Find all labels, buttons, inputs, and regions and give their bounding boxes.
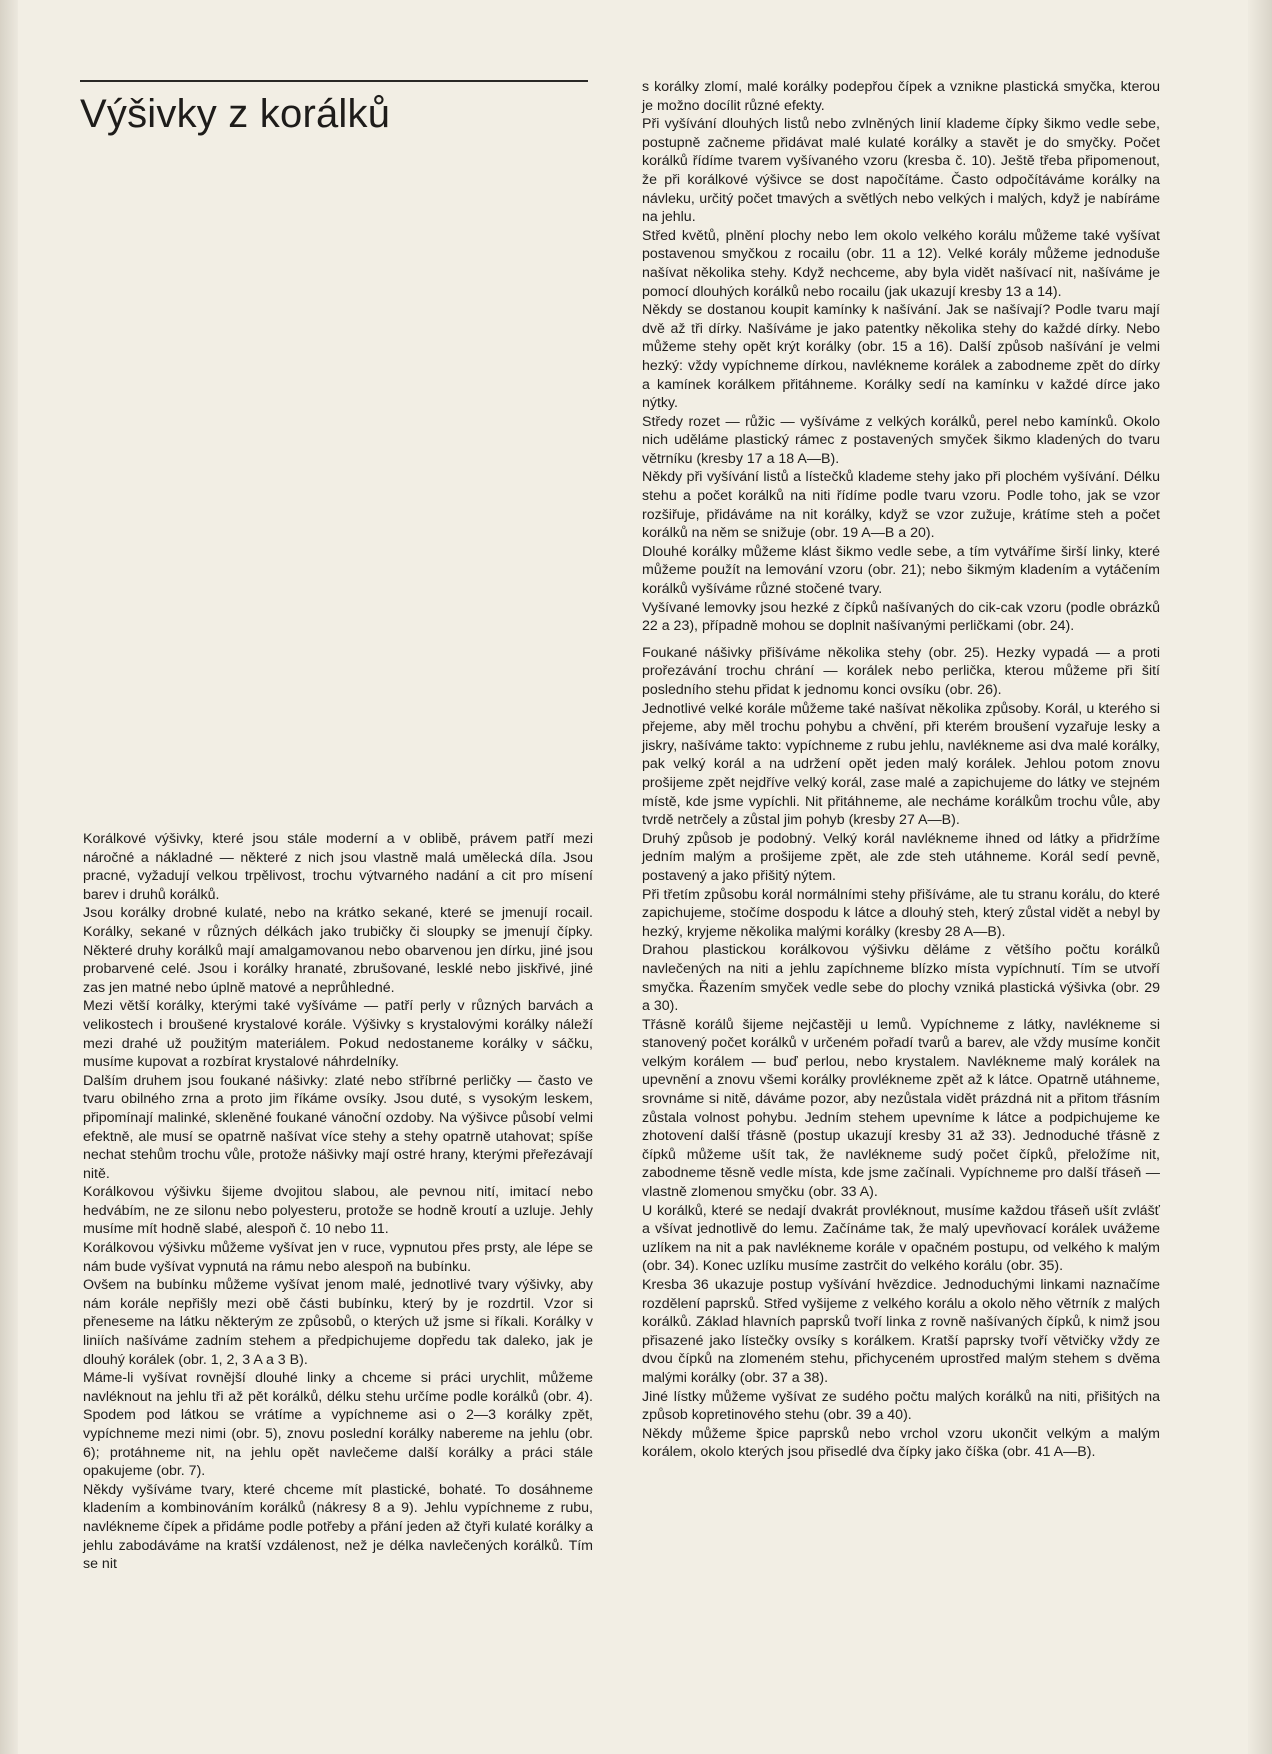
- paragraph: Dlouhé korálky můžeme klást šikmo vedle sebe, a tím vytváříme širší linky, které můžeme použít na lemování vzoru (obr. 21); nebo šikmým kladením a vytáčením korálků vyšíváme různé stočené tvary.: [642, 543, 1160, 598]
- paragraph: Korálkovou výšivku můžeme vyšívat jen v ruce, vypnutou přes prsty, ale lépe se nám bude vyšívat vypnutá na rámu nebo alespoň na bubínku.: [83, 1240, 593, 1275]
- paragraph: Jednotlivé velké korále můžeme také našívat několika způsoby. Korál, u kterého si přejeme, aby měl trochu pohybu a chvění, při kterém broušení vyzařuje lesky a jiskry, našíváme takto: vypíchneme z rubu jehlu, navlékneme asi dva malé korálky, pak velký korál a na udržení opět jeden malý korálek. Jehlou potom znovu prošijeme zpět nejdříve velký korál, zase malé a zapichujeme do látky ve stejném místě, kde jsme vypíchli. Nit přitáhneme, ale necháme korálkům trochu vůle, aby tvrdě netrčely a zůstal jim pohyb (kresby 27 A—B).: [642, 700, 1160, 829]
- section-gap: [642, 636, 1160, 644]
- paragraph: Někdy vyšíváme tvary, které chceme mít plastické, bohaté. To dosáhneme kladením a kombinováním korálků (nákresy 8 a 9). Jehlu vypíchneme z rubu, navlékneme čípek a přidáme podle potřeby a přání jeden až čtyři kulaté korálky a jehlu zabodáváme na kratší vzdálenost, než je délka navlečených korálků. Tím se nit: [83, 1481, 593, 1573]
- paragraph: Někdy můžeme špice paprsků nebo vrchol vzoru ukončit velkým a malým korálem, okolo kterých jsou přisedlé dva čípky jako číška (obr. 41 A—B).: [642, 1425, 1160, 1461]
- paragraph: Jsou korálky drobné kulaté, nebo na krátko sekané, které se jmenují rocail. Korálky, sekané v různých délkách jako trubičky či sloupky se jmenují čípky. Některé druhy korálků mají amalgamovanou nebo obarvenou jen dírku, jiné jsou probarvené celé. Jsou i korálky hranaté, zbrušované, lesklé nebo jiskřivé, jiné zas jen matné nebo úplně matové a neprůhledné.: [83, 905, 593, 996]
- paragraph: Drahou plastickou korálkovou výšivku děláme z většího počtu korálků navlečených na niti a jehlu zapíchneme blízko místa vypíchnutí. Tím se utvoří smyčka. Řazením smyček vedle sebe do plochy vzniká plastická výšivka (obr. 29 a 30).: [642, 942, 1160, 1015]
- page-edge-left: [0, 0, 18, 1754]
- title-rule: [80, 80, 588, 82]
- paragraph: s korálky zlomí, malé korálky podepřou čípek a vznikne plastická smyčka, kterou je možno docílit různé efekty.: [642, 79, 1160, 114]
- paragraph: Střed květů, plnění plochy nebo lem okolo velkého korálu můžeme také vyšívat postavenou smyčkou z rocailu (obr. 11 a 12). Velké korály můžeme jednoduše našívat několika stehy. Když nechceme, aby byla vidět našívací nit, našíváme je pomocí dlouhých korálků nebo rocailu (jak ukazují kresby 13 a 14).: [642, 227, 1160, 300]
- paragraph: Korálkovou výšivku šijeme dvojitou slabou, ale pevnou nití, imitací nebo hedvábím, ne ze silonu nebo polyesteru, protože se hodně kroutí a uzluje. Jehly musíme mít hodně slabé, alespoň č. 10 nebo 11.: [83, 1184, 593, 1238]
- paragraph: Někdy se dostanou koupit kamínky k našívání. Jak se našívají? Podle tvaru mají dvě až tři dírky. Našíváme je jako patentky několika stehy do každé dírky. Nebo můžeme stehy opět krýt korálky (obr. 15 a 16). Další způsob našívání je velmi hezký: vždy vypíchneme dírkou, navlékneme korálek a zabodneme zpět do dírky a kamínek korálkem přitáhneme. Korálky sedí na kamínku v každé dírce jako nýtky.: [642, 302, 1160, 412]
- paragraph: Kresba 36 ukazuje postup vyšívání hvězdice. Jednoduchými linkami naznačíme rozdělení paprsků. Střed vyšijeme z velkého korálu a okolo něho větrník z malých korálků. Základ hlavních paprsků tvoří linka z rovně našívaných čípků, k nimž jsou přisazené jako lístečky ovsíky s korálkem. Kratší paprsky tvoří větvičky vždy ze dvou čípků na zlomeném stehu, přichyceném uprostřed malým stehem s dvěma malými korálky (obr. 37 a 38).: [642, 1277, 1160, 1386]
- paragraph: Korálkové výšivky, které jsou stále moderní a v oblibě, právem patří mezi náročné a nákladné — některé z nich jsou vlastně malá umělecká díla. Jsou pracné, vyžadují velkou trpělivost, trochu výtvarného nadání a cit pro mísení barev i druhů korálků.: [83, 831, 593, 903]
- paragraph: Při třetím způsobu korál normálními stehy přišíváme, ale tu stranu korálu, do které zapichujeme, stočíme dospodu k látce a dlouhý steh, který zůstal vidět a nebyl by hezký, kryjeme několika malými korálky (kresby 28 A—B).: [642, 886, 1160, 940]
- paragraph: Středy rozet — růžic — vyšíváme z velkých korálků, perel nebo kamínků. Okolo nich uděláme plastický rámec z postavených smyček šikmo kladených do tvaru větrníku (kresby 17 a 18 A—B).: [642, 413, 1160, 467]
- paragraph: Máme-li vyšívat rovnější dlouhé linky a chceme si práci urychlit, můžeme navléknout na jehlu tři až pět korálků, délku stehu určíme podle korálků (obr. 4). Spodem pod látkou se vrátíme a vypíchneme asi o 2—3 korálky zpět, vypíchneme mezi nimi (obr. 5), znovu poslední korálky nabereme na jehlu (obr. 6); protáhneme nit, na jehlu opět navlečeme další korálky a práci stále opakujeme (obr. 7).: [83, 1370, 593, 1480]
- left-column: [83, 830, 593, 1574]
- paragraph: Ovšem na bubínku můžeme vyšívat jenom malé, jednotlivé tvary výšivky, aby nám korále nepřišly mezi obě části bubínku, který by je rozdrtil. Vzor si přeneseme na látku některým ze způsobů, o kterých už jsme si říkali. Korálky v liniích našíváme zadním stehem a předpichujeme dopředu tak daleko, jak je dlouhý korálek (obr. 1, 2, 3 A a 3 B).: [83, 1277, 593, 1368]
- paragraph: Druhý způsob je podobný. Velký korál navlékneme ihned od látky a přidržíme jedním malým a prošijeme zpět, ale zde steh utáhneme. Korál sedí pevně, postavený a jako přišitý nýtem.: [642, 830, 1160, 884]
- article-title: Výšivky z korálků: [80, 92, 391, 136]
- paragraph: Jiné lístky můžeme vyšívat ze sudého počtu malých korálků na niti, přišitých na způsob kopretinového stehu (obr. 39 a 40).: [642, 1388, 1160, 1424]
- paragraph: Vyšívané lemovky jsou hezké z čípků našívaných do cik-cak vzoru (podle obrázků 22 a 23), případně mohou se doplnit našívanými perličkami (obr. 24).: [642, 599, 1160, 635]
- paragraph: U korálků, které se nedají dvakrát provléknout, musíme každou třáseň ušít zvlášť a všívat jednotlivě do lemu. Začínáme tak, že malý upevňovací korálek uvážeme uzlíkem na nit a pak navlékneme korále v opačném postupu, od velkého k malým (obr. 34). Konec uzlíku musíme zastrčit do velkého korálu (obr. 35).: [642, 1202, 1160, 1275]
- paragraph: Při vyšívání dlouhých listů nebo zvlněných linií klademe čípky šikmo vedle sebe, postupně začneme přidávat malé kulaté korálky a stavět je do smyčky. Počet korálků řídíme tvarem vyšívaného vzoru (kresba č. 10). Ještě třeba připomenout, že při korálkové výšivce se dost napočítáme. Často odpočítáváme korálky na návleku, určitý počet tmavých a světlých nebo velkých i malých, když je nabíráme na jehlu.: [642, 116, 1160, 226]
- right-column: [642, 78, 1160, 1462]
- paragraph: Dalším druhem jsou foukané nášivky: zlaté nebo stříbrné perličky — často ve tvaru obilného zrna a proto jim říkáme ovsíky. Jsou duté, s vysokým leskem, připomínají malinké, skleněné foukané vánoční ozdoby. Na výšivce působí velmi efektně, ale musí se opatrně našívat více stehy a stehy opatrně utahovat; spíše nechat stehům trochu vůle, protože nášivky mají ostré hrany, kterými přeřezávají nitě.: [83, 1072, 593, 1182]
- paragraph: Někdy při vyšívání listů a lístečků klademe stehy jako při plochém vyšívání. Délku stehu a počet korálků na niti řídíme podle tvaru vzoru. Podle toho, jak se vzor rozšiřuje, přidáváme na nit korálky, když se vzor zužuje, krátíme steh a počet korálků na něm se snižuje (obr. 19 A—B a 20).: [642, 469, 1160, 542]
- page-edge-right: [1248, 0, 1272, 1754]
- paragraph: Foukané nášivky přišíváme několika stehy (obr. 25). Hezky vypadá — a proti prořezávání trochu chrání — korálek nebo perlička, kterou můžeme při šití posledního stehu přidat k jednomu konci ovsíku (obr. 26).: [642, 644, 1160, 698]
- paragraph: Mezi větší korálky, kterými také vyšíváme — patří perly v různých barvách a velikostech i broušené krystalové korále. Výšivky s krystalovými korálky náleží mezi drahé už použitým materiálem. Pokud nedostaneme korálky v sáčku, musíme kupovat a rozbírat krystalové náhrdelníky.: [83, 998, 593, 1071]
- paragraph: Třásně korálů šijeme nejčastěji u lemů. Vypíchneme z látky, navlékneme si stanovený počet korálků v určeném pořadí tvarů a barev, ale vždy musíme končit velkým korálem — buď perlou, nebo krystalem. Navlékneme malý korálek na upevnění a znovu všemi korálky provlékneme zpět až k látce. Opatrně utáhneme, srovnáme si nitě, dáváme pozor, aby nezůstala vidět prázdná nit a přitom třásním zůstala volnost pohybu. Jedním stehem upevníme k látce a podpichujeme ke zhotovení další třásně (postup ukazují kresby 31 až 33). Jednoduché třásně z čípků můžeme ušít tak, že navlékneme sudý počet čípků, přeložíme nit, zabodneme těsně vedle místa, kde jsme začínali. Vypíchneme pro další třáseň — vlastně zlomenou smyčku (obr. 33 A).: [642, 1016, 1160, 1201]
